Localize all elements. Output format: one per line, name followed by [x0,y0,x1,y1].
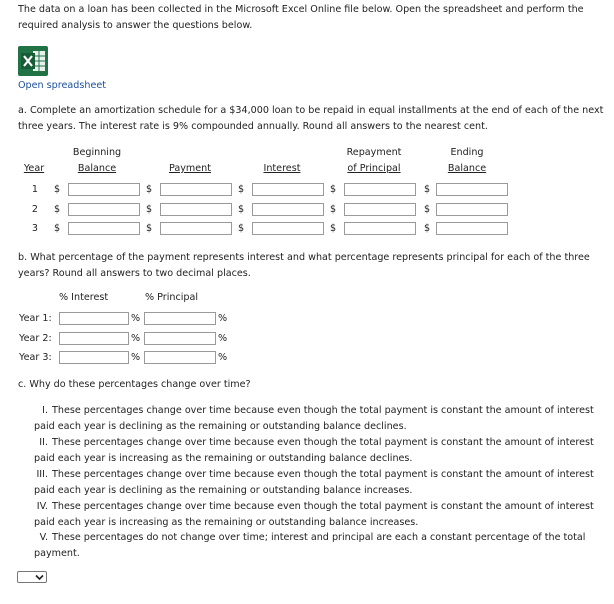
dollar-sign: $ [146,184,153,195]
excel-icon[interactable] [18,46,48,76]
percent-sign: % [131,333,141,344]
interest-input-2[interactable] [252,203,324,216]
pct-interest-input-1[interactable] [59,312,129,325]
principal-input-3[interactable] [344,222,416,235]
header-beginning: Beginning Balance [72,147,122,174]
ending-balance-input-2[interactable] [436,203,508,216]
part-b-prompt: b. What percentage of the payment represents interest and what percentage represents principal for each of the three years? Round all answers to two decimal places. [18,252,590,279]
beginning-balance-input-1[interactable] [68,183,140,196]
option-iii: III. These percentages change over time because even though the total payment is constant the amount of interest paid each year is declining as the remaining or outstanding balance increases. [34,469,594,496]
header-ending: Ending Balance [447,147,487,174]
pct-principal-input-3[interactable] [144,351,216,364]
interest-input-3[interactable] [252,222,324,235]
part-a-prompt: a. Complete an amortization schedule for a $34,000 loan to be repaid in equal installments at the end of each of the next three years. The interest rate is 9% compounded annually. Round all answers to the nearest cent. [18,105,604,132]
dollar-sign: $ [238,204,245,215]
row-year-1: 1 [31,184,38,195]
pct-row-label-1: Year 1: [19,313,52,324]
dollar-sign: $ [330,204,337,215]
pct-principal-input-2[interactable] [144,332,216,345]
dollar-sign: $ [54,204,61,215]
header-pct-principal: % Principal [145,292,199,303]
pct-row-label-3: Year 3: [19,352,52,363]
header-pct-interest: % Interest [59,292,109,303]
ending-balance-input-1[interactable] [436,183,508,196]
chevron-down-icon [35,574,44,581]
dollar-sign: $ [424,184,431,195]
part-c-prompt: c. Why do these percentages change over time? [18,379,251,390]
payment-input-3[interactable] [160,222,232,235]
dollar-sign: $ [238,184,245,195]
open-spreadsheet-link[interactable]: Open spreadsheet [18,80,107,91]
header-payment: Payment [168,163,211,174]
payment-input-2[interactable] [160,203,232,216]
dollar-sign: $ [54,223,61,234]
row-year-3: 3 [31,223,38,234]
pct-principal-input-1[interactable] [144,312,216,325]
percent-sign: % [131,352,141,363]
interest-input-1[interactable] [252,183,324,196]
answer-select[interactable] [17,571,47,583]
pct-interest-input-3[interactable] [59,351,129,364]
header-year: Year [23,163,45,174]
option-v: V. These percentages do not change over time; interest and principal are each a constant percentage of the total payment. [34,532,586,559]
ending-balance-input-3[interactable] [436,222,508,235]
principal-input-2[interactable] [344,203,416,216]
payment-input-1[interactable] [160,183,232,196]
dollar-sign: $ [146,204,153,215]
percent-sign: % [218,352,228,363]
row-year-2: 2 [31,204,38,215]
pct-interest-input-2[interactable] [59,332,129,345]
dollar-sign: $ [238,223,245,234]
option-iv: IV. These percentages change over time because even though the total payment is constant the amount of interest paid each year is increasing as the remaining or outstanding balance increases. [34,501,594,528]
percent-sign: % [131,313,141,324]
option-ii: II. These percentages change over time because even though the total payment is constant the amount of interest paid each year is increasing as the remaining or outstanding balance declines. [34,437,594,464]
beginning-balance-input-2[interactable] [68,203,140,216]
percent-sign: % [218,333,228,344]
dollar-sign: $ [424,204,431,215]
header-interest: Interest [263,163,301,174]
dollar-sign: $ [330,223,337,234]
percent-sign: % [218,313,228,324]
intro-text: The data on a loan has been collected in the Microsoft Excel Online file below. Open the spreadsheet and perform the required analysis to answer the questions below. [18,4,584,31]
option-i: I. These percentages change over time because even though the total payment is constant the amount of interest paid each year is declining as the remaining or outstanding balance declines. [34,405,594,432]
dollar-sign: $ [54,184,61,195]
pct-row-label-2: Year 2: [19,333,52,344]
principal-input-1[interactable] [344,183,416,196]
dollar-sign: $ [146,223,153,234]
dollar-sign: $ [330,184,337,195]
beginning-balance-input-3[interactable] [68,222,140,235]
dollar-sign: $ [424,223,431,234]
header-repayment: Repayment of Principal [346,147,402,174]
